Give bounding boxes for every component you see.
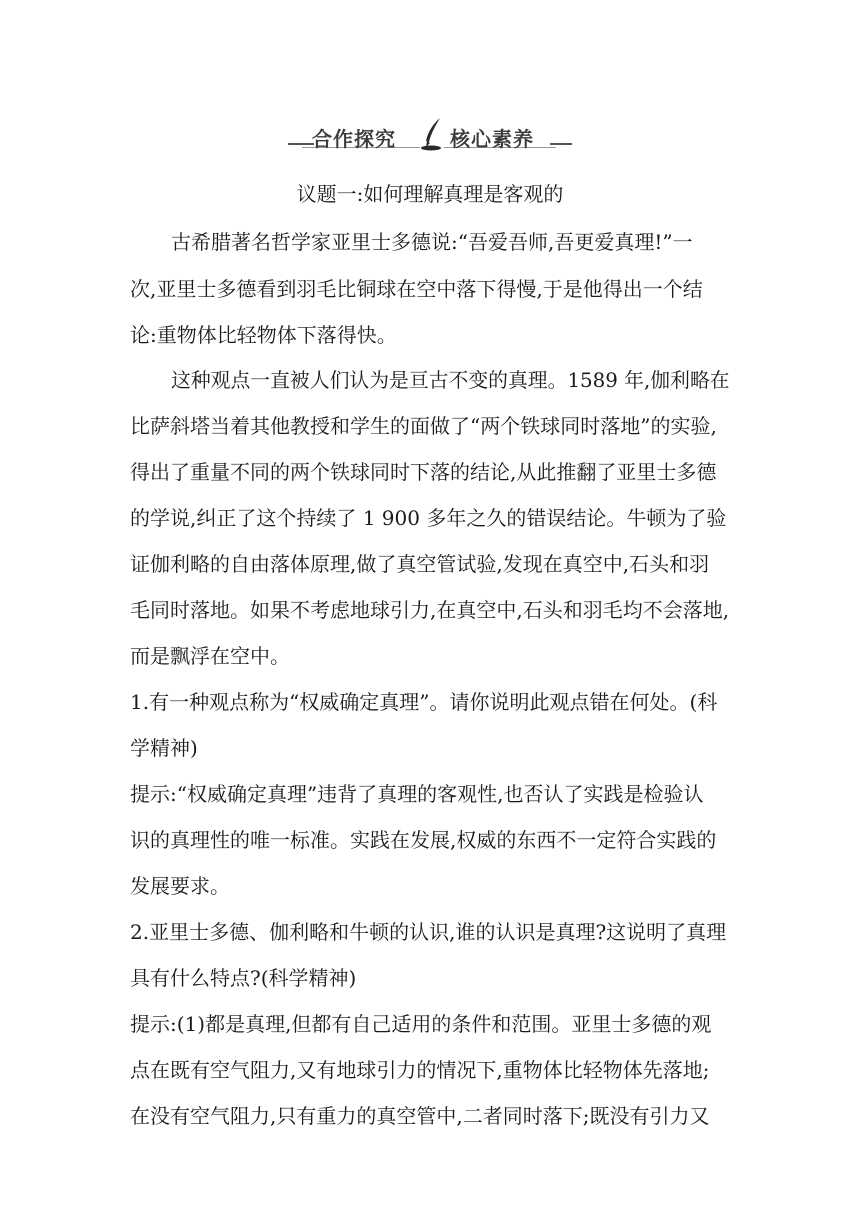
paragraph-line: 而是飘浮在空中。 [130, 644, 290, 668]
hint-line: 发展要求。 [130, 874, 230, 898]
banner-left-text: 合作探究 [312, 127, 396, 151]
hint-line: 在没有空气阻力,只有重力的真空管中,二者同时落下;既没有引力又 [130, 1104, 710, 1128]
topic-heading: 议题一:如何理解真理是客观的 [296, 182, 564, 206]
question-line: 学精神) [130, 736, 198, 760]
banner-rule-right [550, 143, 572, 145]
hint-line: 点在既有空气阻力,又有地球引力的情况下,重物体比轻物体先落地; [130, 1058, 710, 1082]
paragraph-line: 这种观点一直被人们认为是亘古不变的真理。1589 年,伽利略在 [171, 368, 730, 392]
hint-line: 提示:(1)都是真理,但都有自己适用的条件和范围。亚里士多德的观 [130, 1012, 712, 1036]
paragraph-line: 的学说,纠正了这个持续了 1 900 多年之久的错误结论。牛顿为了验 [130, 506, 727, 530]
paragraph-line: 次,亚里士多德看到羽毛比铜球在空中落下得慢,于是他得出一个结 [130, 277, 703, 301]
quill-pen-icon [418, 117, 448, 151]
paragraph-line: 得出了重量不同的两个铁球同时下落的结论,从此推翻了亚里士多德 [130, 460, 717, 484]
banner-rule-left [288, 143, 314, 145]
banner-right-text: 核心素养 [450, 127, 534, 151]
paragraph-line: 论:重物体比轻物体下落得快。 [130, 323, 397, 347]
hint-line: 提示:“权威确定真理”违背了真理的客观性,也否认了实践是检验认 [130, 782, 704, 806]
question-line: 2.亚里士多德、伽利略和牛顿的认识,谁的认识是真理?这说明了真理 [130, 920, 727, 944]
section-banner [288, 117, 572, 157]
question-line: 具有什么特点?(科学精神) [130, 966, 357, 990]
paragraph-line: 古希腊著名哲学家亚里士多德说:“吾爱吾师,吾更爱真理!”一 [171, 230, 693, 254]
paragraph-line: 毛同时落地。如果不考虑地球引力,在真空中,石头和羽毛均不会落地, [130, 598, 730, 622]
paragraph-line: 证伽利略的自由落体原理,做了真空管试验,发现在真空中,石头和羽 [130, 552, 710, 576]
question-line: 1.有一种观点称为“权威确定真理”。请你说明此观点错在何处。(科 [130, 690, 718, 714]
hint-line: 识的真理性的唯一标准。实践在发展,权威的东西不一定符合实践的 [130, 828, 717, 852]
paragraph-line: 比萨斜塔当着其他教授和学生的面做了“两个铁球同时落地”的实验, [130, 414, 717, 438]
